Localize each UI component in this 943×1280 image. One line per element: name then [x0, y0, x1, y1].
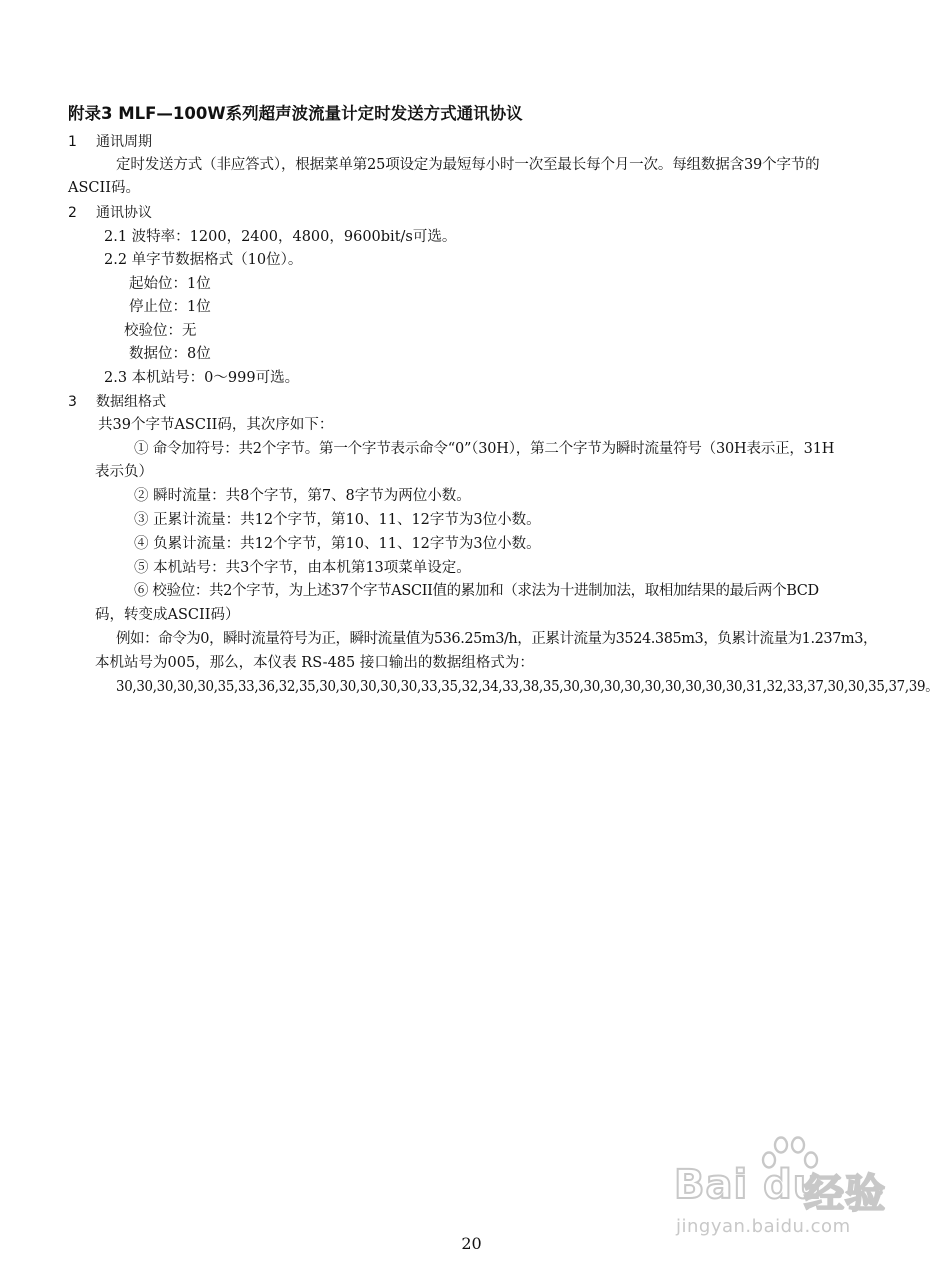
list-item-continuation: 码，转变成ASCII码）	[95, 607, 240, 623]
byte-format-line: 2.2 单字节数据格式（10位）。	[104, 252, 303, 268]
list-item: ① 命令加符号：共2个字节。第一个字节表示命令“0”（30H），第二个字节为瞬时流量符号（30H表示正，31H	[134, 441, 835, 457]
section-2-heading	[68, 204, 152, 222]
section-number: 2	[68, 205, 77, 221]
baud-rate-line: 2.1 波特率：1200，2400，4800，9600bit/s可选。	[104, 229, 457, 245]
section-number: 1	[68, 134, 77, 150]
baidu-logo-text: Bai du	[674, 1162, 823, 1208]
paragraph-continuation: ASCII码。	[68, 180, 140, 196]
stop-bit-line: 停止位：1位	[129, 299, 211, 315]
page-title: 附录3 MLF—100W系列超声波流量计定时发送方式通讯协议	[68, 104, 523, 123]
section-intro: 共39个字节ASCII码，其次序如下：	[98, 417, 334, 433]
list-item: ⑤ 本机站号：共3个字节，由本机第13项菜单设定。	[134, 560, 471, 576]
list-item: ⑥ 校验位：共2个字节，为上述37个字节ASCII值的累加和（求法为十进制加法，取相加结果的最后两个BCD	[134, 583, 819, 599]
baidu-jingyan-watermark	[672, 1140, 887, 1245]
section-3-heading	[68, 393, 166, 411]
parity-bit-line: 校验位：无	[124, 323, 197, 339]
section-1-heading	[68, 133, 152, 151]
jingyan-brand-text: 经验	[804, 1171, 886, 1217]
station-number-line: 2.3 本机站号：0～999可选。	[104, 370, 300, 386]
start-bit-line: 起始位：1位	[129, 276, 211, 292]
page-number: 20	[461, 1234, 482, 1253]
section-title: 通讯协议	[96, 205, 152, 221]
list-item: ③ 正累计流量：共12个字节，第10、11、12字节为3位小数。	[134, 512, 541, 528]
list-item-continuation: 表示负）	[95, 464, 153, 480]
list-item: ② 瞬时流量：共8个字节，第7、8字节为两位小数。	[134, 488, 471, 504]
watermark-url: jingyan.baidu.com	[676, 1216, 851, 1237]
example-line: 例如：命令为0，瞬时流量符号为正，瞬时流量值为536.25m3/h，正累计流量为3524.385m3，负累计流量为1.237m3，	[116, 631, 878, 647]
section-number: 3	[68, 394, 77, 410]
section-title: 数据组格式	[96, 394, 166, 410]
data-bit-line: 数据位：8位	[129, 346, 211, 362]
paragraph: 定时发送方式（非应答式），根据菜单第25项设定为最短每小时一次至最长每个月一次。每组数据含39个字节的	[116, 157, 820, 173]
data-byte-sequence: 30,30,30,30,30,35,33,36,32,35,30,30,30,30,30,33,35,32,34,33,38,35,30,30,30,30,30,30,30,30,30,31,32,33,37,30,30,35,37,39。	[116, 679, 939, 695]
section-title: 通讯周期	[96, 134, 152, 150]
example-line-continuation: 本机站号为005，那么，本仪表 RS-485 接口输出的数据组格式为：	[95, 655, 534, 671]
list-item: ④ 负累计流量：共12个字节，第10、11、12字节为3位小数。	[134, 536, 541, 552]
